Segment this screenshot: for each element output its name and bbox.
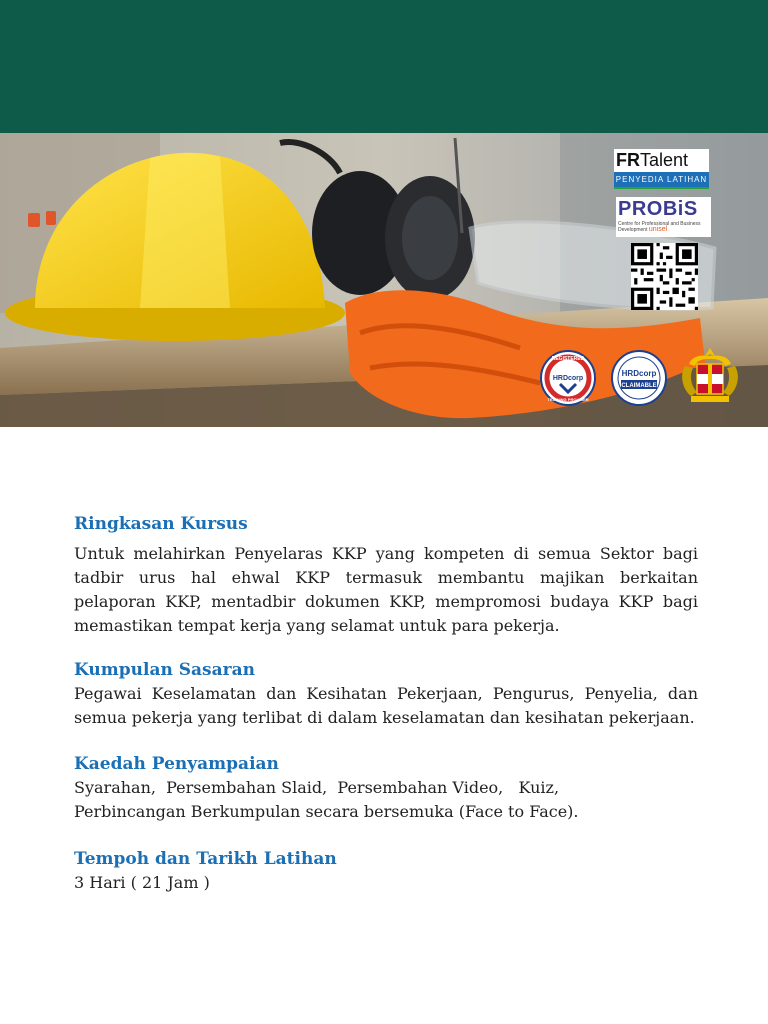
section-body: Pegawai Keselamatan dan Kesihatan Pekerjaan, Pengurus, Penyelia, dan semua pekerja yang terlibat di dalam keselamatan dan kesihatan pekerjaan. (74, 684, 698, 727)
header-band (0, 0, 768, 133)
section-ringkasan-kursus (74, 512, 698, 638)
seal-2-bottom-text: CLAIMABLE (621, 383, 657, 389)
fr-talent-logo (614, 149, 709, 189)
malaysia-coat-of-arms-icon (677, 346, 743, 410)
section-body: 3 Hari ( 21 Jam ) (74, 873, 210, 892)
section-heading: Tempoh dan Tarikh Latihan (74, 849, 337, 869)
section-body-line: Syarahan, Persembahan Slaid, Persembahan Video, Kuiz, (74, 778, 560, 797)
section-tempoh-latihan (74, 847, 698, 895)
section-kumpulan-sasaran (74, 658, 698, 730)
section-kaedah-penyampaian (74, 752, 698, 824)
section-heading: Kaedah Penyampaian (74, 754, 279, 774)
fr-talent-tagline: PENYEDIA LATIHAN (614, 172, 709, 189)
fr-talent-brand-bold: FR (616, 150, 640, 170)
seal-1-mid-text: HRDcorp (552, 375, 584, 382)
seal-1-bottom-text: TRAINING PROVIDER (547, 397, 589, 402)
hrdcorp-claimable-seal (611, 350, 667, 410)
section-body: Untuk melahirkan Penyelaras KKP yang kompeten di semua Sektor bagi tadbir urus hal ehwal KKP termasuk membantu majikan berkaitan pelaporan KKP, mentadbir dokumen KKP, mempromosi budaya KKP bagi memastikan tempat kerja yang selamat untuk para pekerja. (74, 544, 698, 635)
section-heading: Ringkasan Kursus (74, 514, 248, 534)
fr-talent-brand-rest: Talent (640, 150, 689, 170)
probis-logo (616, 197, 711, 237)
course-details (74, 512, 698, 895)
probis-subtitle: Centre for Professional and Business Development (618, 221, 701, 233)
hrdcorp-registered-seal (540, 350, 596, 410)
probis-partner: unisel (648, 226, 668, 233)
probis-name: PROBiS (618, 198, 698, 220)
seal-2-top-text: HRDcorp (621, 369, 657, 378)
qr-code-icon[interactable] (631, 243, 698, 310)
section-heading: Kumpulan Sasaran (74, 660, 255, 680)
seal-1-top-text: REGISTERED (551, 356, 585, 362)
section-body-line: Perbincangan Berkumpulan secara bersemuka (Face to Face). (74, 802, 579, 821)
